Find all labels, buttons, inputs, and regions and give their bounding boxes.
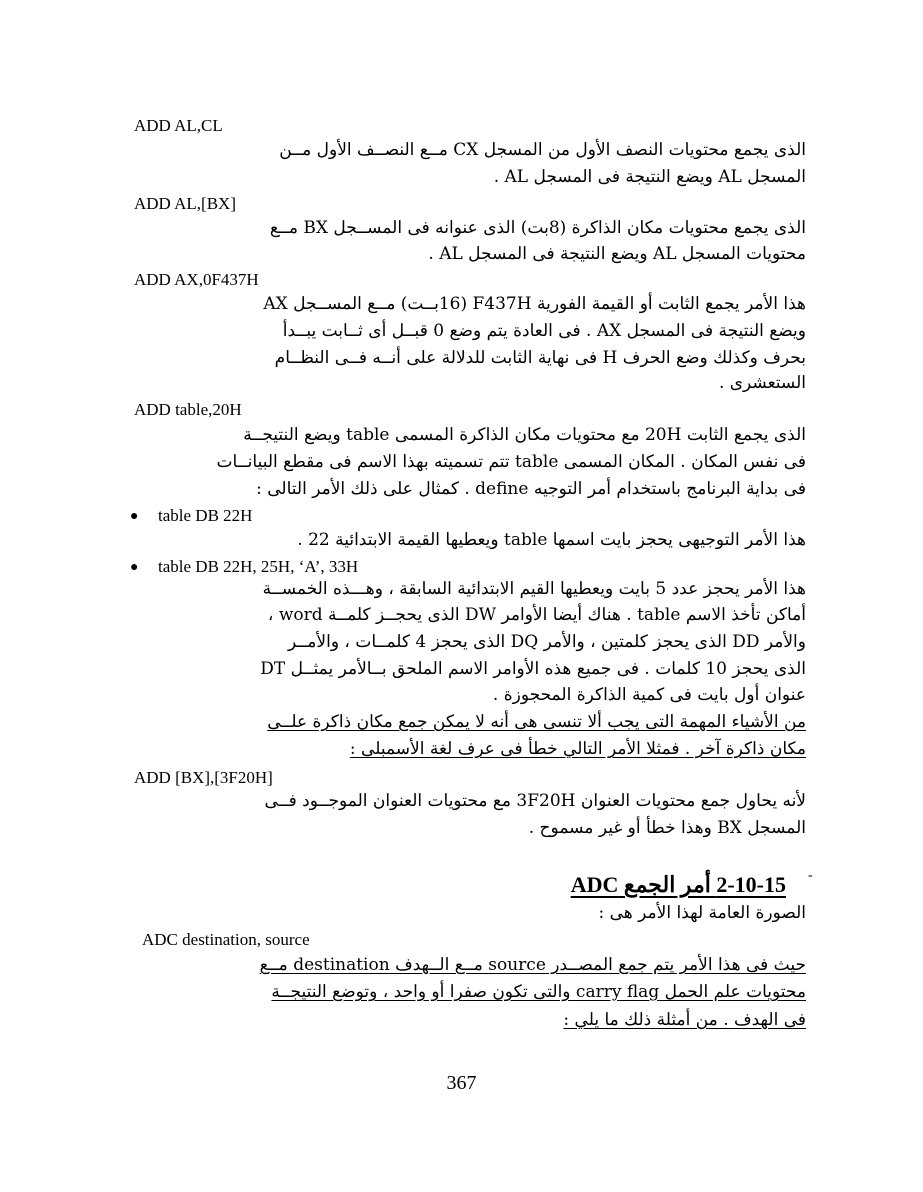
- paragraph-line: بحرف وكذلك وضع الحرف H فى نهاية الثابت للدلالة على أنــه فــى النظــام: [274, 348, 806, 368]
- bullet-icon: ●: [130, 509, 139, 524]
- paragraph-line: والأمر DD الذى يحجز كلمتين ، والأمر DQ الذى يحجز 4 كلمــات ، والأمــر: [287, 632, 806, 652]
- paragraph-line: محتويات المسجل AL ويضع النتيجة فى المسجل AL .: [428, 244, 806, 264]
- paragraph-line: الستعشرى .: [718, 373, 806, 393]
- code-table-db-1: table DB 22H: [158, 506, 253, 525]
- underlined-line: مكان ذاكرة آخر . فمثلا الأمر التالي خطأ فى عرف لغة الأسمبلى :: [349, 739, 806, 759]
- paragraph-line: ويضع النتيجة فى المسجل AX . فى العادة يتم وضع 0 قبــل أى ثــابت يبــدأ: [282, 321, 806, 341]
- stray-mark: -: [808, 868, 813, 883]
- paragraph-line: الذى يجمع محتويات النصف الأول من المسجل CX مــع النصــف الأول مــن: [279, 140, 806, 160]
- paragraph-line: الصورة العامة لهذا الأمر هى :: [598, 903, 806, 923]
- section-heading: 2-10-15 أمر الجمع ADC: [570, 872, 786, 897]
- underlined-line: فى الهدف . من أمثلة ذلك ما يلي :: [563, 1010, 806, 1030]
- bullet-icon: ●: [130, 560, 139, 575]
- paragraph-line: فى نفس المكان . المكان المسمى table تتم تسميته بهذا الاسم فى مقطع البيانــات: [216, 452, 806, 472]
- paragraph-line: المسجل AL ويضع النتيجة فى المسجل AL .: [493, 167, 806, 187]
- paragraph-line: هذا الأمر يجمع الثابت أو القيمة الفورية F437H (16بــت) مــع المســجل AX: [263, 294, 806, 314]
- underlined-line: حيث فى هذا الأمر يتم جمع المصــدر source مــع الــهدف destination مــع: [259, 955, 806, 975]
- paragraph-line: DT الذى يحجز 10 كلمات . فى جميع هذه الأوامر الاسم الملحق بــالأمر يمثــل: [260, 659, 806, 679]
- paragraph-line: المسجل BX وهذا خطأ أو غير مسموح .: [528, 818, 806, 838]
- paragraph-line: عنوان أول بايت فى كمية الذاكرة المحجوزة .: [492, 685, 806, 705]
- code-table-db-2: table DB 22H, 25H, ‘A’, 33H: [158, 557, 359, 576]
- page-number: 367: [446, 1072, 477, 1094]
- paragraph-line: الذى يجمع محتويات مكان الذاكرة (8بت) الذى عنوانه فى المســجل BX مــع: [269, 218, 806, 238]
- underlined-line: محتويات علم الحمل carry flag والتى تكون صفرا أو واحد ، وتوضع النتيجــة: [271, 982, 806, 1002]
- code-add-al-bx: ADD AL,[BX]: [134, 194, 236, 213]
- paragraph-line: أماكن تأخذ الاسم table . هناك أيضا الأوامر DW الذى يحجــز كلمــة word ،: [267, 605, 806, 625]
- code-add-al-cl: ADD AL,CL: [134, 116, 223, 135]
- paragraph-line: لأنه يحاول جمع محتويات العنوان 3F20H مع محتويات العنوان الموجــود فــى: [264, 791, 806, 811]
- code-adc-syntax: ADC destination, source: [142, 930, 310, 949]
- paragraph-line: هذا الأمر التوجيهى يحجز بايت اسمها table ويعطيها القيمة الابتدائية 22 .: [297, 530, 806, 550]
- paragraph-line: فى بداية البرنامج باستخدام أمر التوجيه define . كمثال على ذلك الأمر التالى :: [256, 479, 806, 499]
- paragraph-line: الذى يجمع الثابت 20H مع محتويات مكان الذاكرة المسمى table ويضع النتيجــة: [243, 425, 806, 445]
- underlined-line: من الأشياء المهمة التى يجب ألا تنسى هى أنه لا يمكن جمع مكان ذاكرة علــى: [267, 712, 806, 732]
- code-add-table: ADD table,20H: [134, 400, 242, 419]
- paragraph-line: هذا الأمر يحجز عدد 5 بايت ويعطيها القيم الابتدائية السابقة ، وهـــذه الخمســة: [262, 579, 806, 599]
- code-add-bx-imm: ADD [BX],[3F20H]: [134, 768, 273, 787]
- code-add-ax-imm: ADD AX,0F437H: [134, 270, 259, 289]
